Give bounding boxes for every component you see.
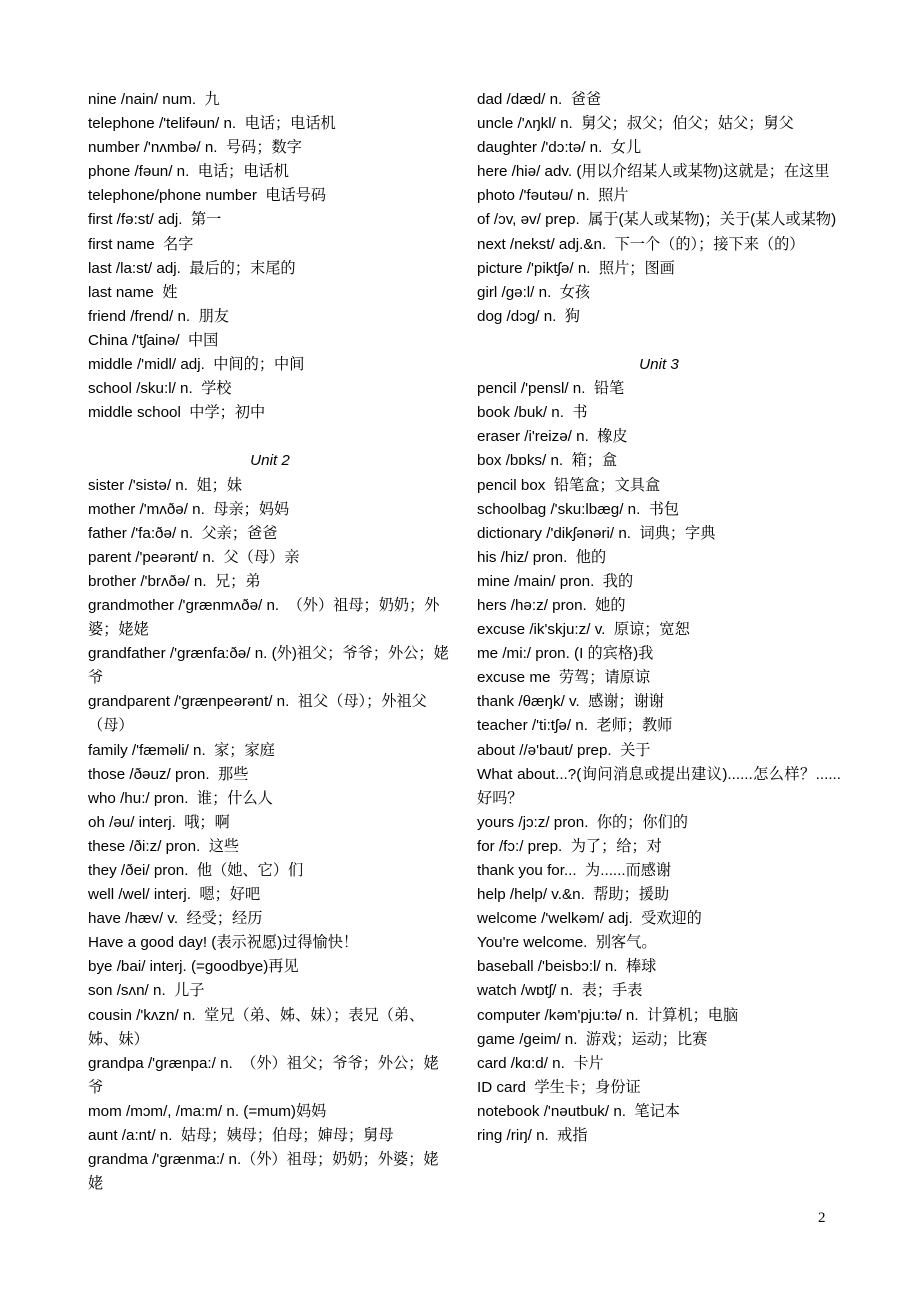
vocab-entry: middle school 中学；初中 — [88, 404, 266, 422]
vocab-entry: uncle /'ʌŋkl/ n. 舅父；叔父；伯父；姑父；舅父 — [477, 115, 794, 133]
vocab-entry: grandmother /'grænmʌðə/ n. （外）祖母；奶奶；外婆；姥姥 — [88, 596, 440, 639]
blank-line — [477, 329, 841, 353]
entry-list-unit3 — [477, 377, 841, 1148]
vocab-entry: excuse me 劳驾；请原谅 — [477, 669, 651, 687]
vocab-entry: hers /hə:z/ pron. 她的 — [477, 596, 626, 614]
vocab-entry: me /mi:/ pron. (I 的宾格)我 — [477, 645, 654, 663]
vocab-entry: first name 名字 — [88, 235, 194, 253]
vocab-entry: computer /kəm'pju:tə/ n. 计算机；电脑 — [477, 1006, 739, 1024]
vocab-entry: nine /nain/ num. 九 — [88, 91, 220, 108]
vocab-entry: last /la:st/ adj. 最后的；末尾的 — [88, 259, 296, 277]
vocab-entry: ring /riŋ/ n. 戒指 — [477, 1127, 588, 1145]
entry-list-unit2 — [88, 474, 452, 1197]
vocab-entry: brother /'brʌðə/ n. 兄；弟 — [88, 572, 261, 590]
vocab-entry: welcome /'welkəm/ adj. 受欢迎的 — [477, 910, 702, 928]
page-number: 2 — [818, 1210, 826, 1226]
vocab-entry: ID card 学生卡；身份证 — [477, 1078, 641, 1096]
vocab-entry: What about...?(询问消息或提出建议)......怎么样？......好吗？ — [477, 765, 841, 807]
vocab-entry: schoolbag /'sku:lbæg/ n. 书包 — [477, 500, 680, 518]
vocab-entry: You're welcome. 别客气。 — [477, 934, 657, 952]
vocab-entry: teacher /'ti:tʃə/ n. 老师；教师 — [477, 717, 673, 735]
vocab-entry: baseball /'beisbɔ:l/ n. 棒球 — [477, 958, 657, 976]
vocab-entry: grandparent /'grænpeərənt/ n. 祖父（母）；外祖父（母） — [88, 693, 427, 735]
vocab-entry: notebook /'nəutbuk/ n. 笔记本 — [477, 1102, 680, 1120]
vocab-entry: of /ɔv, əv/ prep. 属于(某人或某物)；关于(某人或某物) — [477, 211, 837, 229]
vocab-entry: these /ði:z/ pron. 这些 — [88, 837, 240, 855]
vocab-entry: for /fɔ:/ prep. 为了；给；对 — [477, 837, 662, 855]
vocab-entry: watch /wɒtʃ/ n. 表；手表 — [477, 982, 643, 1000]
vocab-entry: telephone /'telifəun/ n. 电话；电话机 — [88, 115, 336, 133]
vocab-entry: picture /'piktʃə/ n. 照片；图画 — [477, 259, 675, 277]
vocab-entry: help /help/ v.&n. 帮助；援助 — [477, 886, 670, 904]
vocab-entry: mom /mɔm/, /ma:m/ n. (=mum)妈妈 — [88, 1102, 327, 1120]
vocab-entry: grandfather /'grænfa:ðə/ n. (外)祖父；爷爷；外公；姥爷 — [88, 645, 449, 687]
vocab-entry: last name 姓 — [88, 283, 178, 301]
vocab-entry: mother /'mʌðə/ n. 母亲；妈妈 — [88, 500, 290, 518]
vocab-entry: parent /'peərənt/ n. 父（母）亲 — [88, 548, 300, 566]
vocab-entry: family /'fæməli/ n. 家；家庭 — [88, 741, 275, 759]
vocab-entry: yours /jɔ:z/ pron. 你的；你们的 — [477, 813, 688, 831]
vocab-entry: middle /'midl/ adj. 中间的；中间 — [88, 356, 305, 374]
vocab-entry: pencil box 铅笔盒；文具盒 — [477, 476, 661, 494]
unit-heading-2: Unit 2 — [250, 452, 290, 470]
vocab-entry: card /kɑ:d/ n. 卡片 — [477, 1054, 604, 1072]
vocab-entry: cousin /'kʌzn/ n. 堂兄（弟、姊、妹）；表兄（弟、姊、妹） — [88, 1006, 425, 1048]
vocab-entry: son /sʌn/ n. 儿子 — [88, 982, 205, 1000]
vocab-entry: phone /fəun/ n. 电话；电话机 — [88, 163, 289, 181]
entry-list-unit2-end — [477, 88, 841, 329]
vocab-entry: his /hiz/ pron. 他的 — [477, 548, 607, 566]
vocab-entry: have /hæv/ v. 经受；经历 — [88, 910, 263, 928]
vocab-entry: book /buk/ n. 书 — [477, 404, 588, 422]
unit-heading-3: Unit 3 — [639, 356, 679, 374]
vocab-entry: those /ðəuz/ pron. 那些 — [88, 765, 249, 783]
vocab-entry: Have a good day! (表示祝愿)过得愉快！ — [88, 934, 359, 952]
vocab-entry: telephone/phone number 电话号码 — [88, 187, 327, 205]
vocab-entry: grandpa /'grænpa:/ n. （外）祖父；爷爷；外公；姥爷 — [88, 1054, 439, 1096]
vocab-entry: dictionary /'dikʃənəri/ n. 词典；字典 — [477, 524, 716, 542]
vocab-entry: dad /dæd/ n. 爸爸 — [477, 91, 602, 108]
vocab-entry: excuse /ik'skju:z/ v. 原谅；宽恕 — [477, 621, 690, 639]
vocab-entry: dog /dɔg/ n. 狗 — [477, 307, 580, 325]
vocab-entry: grandma /'grænma:/ n.（外）祖母；奶奶；外婆；姥姥 — [88, 1151, 439, 1193]
vocab-entry: father /'fa:ðə/ n. 父亲；爸爸 — [88, 524, 278, 542]
vocab-entry: thank you for... 为......而感谢 — [477, 862, 672, 879]
vocab-entry: friend /frend/ n. 朋友 — [88, 307, 229, 325]
vocab-entry: number /'nʌmbə/ n. 号码；数字 — [88, 139, 302, 157]
vocab-entry: here /hiə/ adv. (用以介绍某人或某物)这就是；在这里 — [477, 163, 830, 181]
vocab-entry: bye /bai/ interj. (=goodbye)再见 — [88, 958, 299, 976]
vocab-entry: well /wel/ interj. 嗯；好吧 — [88, 886, 261, 904]
vocab-entry: school /sku:l/ n. 学校 — [88, 380, 232, 398]
vocab-entry: who /hu:/ pron. 谁；什么人 — [88, 789, 273, 807]
vocab-entry: game /geim/ n. 游戏；运动；比赛 — [477, 1030, 708, 1048]
vocab-entry: thank /θæŋk/ v. 感谢；谢谢 — [477, 693, 665, 711]
vocab-entry: oh /əu/ interj. 哦；啊 — [88, 813, 230, 831]
vocab-entry: pencil /'pensl/ n. 铅笔 — [477, 380, 625, 398]
blank-line — [88, 425, 452, 449]
vocab-entry: mine /main/ pron. 我的 — [477, 572, 634, 590]
vocab-entry: they /ðei/ pron. 他（她、它）们 — [88, 862, 304, 879]
vocabulary-column-right — [477, 88, 841, 1148]
vocab-entry: sister /'sistə/ n. 姐；妹 — [88, 476, 242, 494]
vocab-entry: about //ə'baut/ prep. 关于 — [477, 741, 651, 759]
vocab-entry: China /'tʃainə/ 中国 — [88, 331, 219, 349]
vocab-entry: girl /gə:l/ n. 女孩 — [477, 283, 591, 301]
vocab-entry: photo /'fəutəu/ n. 照片 — [477, 187, 629, 205]
vocabulary-column-left — [88, 88, 452, 1196]
vocab-entry: daughter /'dɔ:tə/ n. 女儿 — [477, 139, 642, 157]
vocab-entry: eraser /i'reizə/ n. 橡皮 — [477, 428, 628, 446]
entry-list-unit1-end — [88, 88, 452, 425]
vocab-entry: box /bɒks/ n. 箱；盒 — [477, 452, 618, 470]
vocab-entry: aunt /a:nt/ n. 姑母；姨母；伯母；婶母；舅母 — [88, 1127, 394, 1145]
vocab-entry: next /nekst/ adj.&n. 下一个（的）；接下来（的） — [477, 235, 805, 253]
vocab-entry: first /fə:st/ adj. 第一 — [88, 211, 222, 229]
